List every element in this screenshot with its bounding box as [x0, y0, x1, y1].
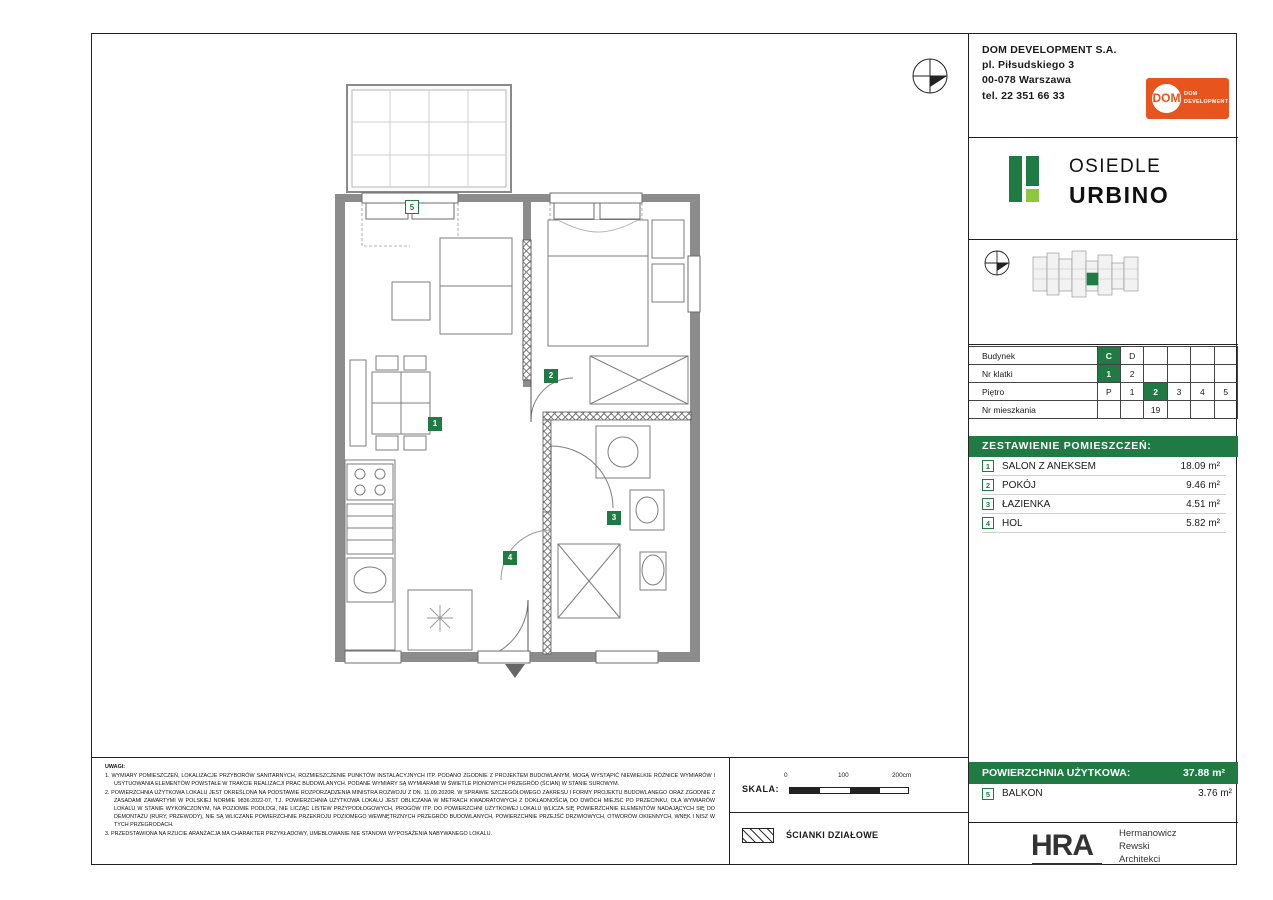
cell-empty	[1167, 401, 1190, 419]
floor-plan-drawing	[300, 60, 720, 700]
scale-tick-100: 100	[838, 772, 849, 779]
cell-empty	[1120, 401, 1143, 419]
room-area: 4.51 m²	[1186, 499, 1220, 510]
architect-logo	[969, 823, 1238, 865]
cell-empty	[1167, 365, 1190, 383]
balcony-number: 5	[982, 788, 994, 800]
estate-name-line2: URBINO	[1069, 181, 1170, 208]
cell-empty	[1167, 347, 1190, 365]
notes-title: UWAGI:	[105, 764, 126, 770]
keyplan-compass-icon	[983, 249, 1011, 277]
divider-3	[969, 344, 1238, 345]
total-area-value: 37.88 m²	[1182, 767, 1225, 779]
row-label: Budynek	[969, 347, 1097, 365]
estate-name	[1069, 154, 1169, 211]
scale-label: SKALA:	[742, 784, 779, 794]
room-area: 9.46 m²	[1186, 480, 1220, 491]
cell-floor-1: 1	[1120, 383, 1143, 401]
note-item-1: 1. WYMIARY POMIESZCZEŃ, LOKALIZACJE PRZYBORÓW SANITARNYCH, ROZMIESZCZENIE PUNKTÓW INSTALACYJNYCH ITP. PODANO ZGODNIE Z PROJEKTEM BUDOWLANYM, MOGĄ WYSTĄPIĆ NIEWIELKIE RÓŻNICE WYMIARÓW I USYTUOWANIA ELEMENTÓW POWSTAŁE W TRAKCIE REALIZACJI PRAC BUDOWLANYCH. PODANE WYMIARY SĄ WYMIARAMI W ŚWIETLE PIONOWYCH PRZEGRÓD (ŚCIAN) W STANIE SUROWYM.	[105, 773, 715, 788]
plan-tag-bathroom: 3	[607, 511, 621, 525]
cell-empty	[1144, 365, 1167, 383]
hra-mark-text: HRA	[1031, 829, 1093, 862]
plan-tag-balcony: 5	[405, 200, 419, 214]
cell-floor-3: 3	[1167, 383, 1190, 401]
plan-tag-bedroom: 2	[544, 369, 558, 383]
rooms-header: ZESTAWIENIE POMIESZCZEŃ:	[969, 436, 1238, 457]
bottom-divider-2	[729, 812, 968, 813]
cell-staircase-2: 2	[1120, 365, 1143, 383]
list-item	[982, 476, 1226, 495]
title-block	[968, 33, 1237, 865]
room-area: 18.09 m²	[1180, 461, 1220, 472]
balcony-row	[969, 784, 1238, 804]
cell-floor-2: 2	[1144, 383, 1167, 401]
cell-empty	[1097, 401, 1120, 419]
company-phone: tel. 22 351 66 33	[982, 89, 1065, 102]
dom-logo-text-2: DEVELOPMENT	[1184, 99, 1229, 106]
legend-block	[742, 826, 962, 850]
balcony-label: BALKON	[1002, 788, 1043, 799]
dom-logo-text-1: DOM	[1184, 91, 1198, 97]
total-area-label: POWIERZCHNIA UŻYTKOWA:	[982, 767, 1131, 779]
scale-tick-200: 200cm	[892, 772, 912, 779]
row-label: Piętro	[969, 383, 1097, 401]
room-name: POKÓJ	[1002, 480, 1036, 491]
company-address-1: pl. Piłsudskiego 3	[982, 59, 1075, 72]
floor-plan	[300, 60, 720, 700]
table-row	[969, 365, 1238, 383]
scale-ticks	[784, 772, 924, 784]
hra-underline	[1032, 863, 1102, 865]
dom-logo-mark: DOM	[1152, 84, 1181, 113]
architect-name	[1119, 828, 1177, 866]
cell-building-c: C	[1097, 347, 1120, 365]
architect-line-2: Rewski	[1119, 840, 1150, 852]
compass-north-icon	[911, 57, 949, 95]
room-area: 5.82 m²	[1186, 518, 1220, 529]
cell-floor-4: 4	[1191, 383, 1214, 401]
cell-floor-p: P	[1097, 383, 1120, 401]
dom-development-logo	[1146, 78, 1229, 119]
list-item	[982, 457, 1226, 476]
divider-2	[969, 239, 1238, 240]
table-row	[969, 401, 1238, 419]
list-item	[982, 495, 1226, 514]
row-label: Nr mieszkania	[969, 401, 1097, 419]
keyplan-building-diagram	[1031, 245, 1141, 307]
architect-line-3: Architekci	[1119, 853, 1161, 865]
rooms-list	[969, 457, 1238, 533]
cell-empty	[1214, 347, 1237, 365]
hra-mark	[1031, 829, 1093, 863]
cell-floor-5: 5	[1214, 383, 1237, 401]
architect-line-1: Hermanowicz	[1119, 828, 1177, 839]
plan-tag-living-room: 1	[428, 417, 442, 431]
bottom-divider	[91, 757, 968, 758]
total-area-bar	[969, 762, 1238, 784]
cell-building-d: D	[1120, 347, 1143, 365]
estate-name-line1: OSIEDLE	[1069, 156, 1162, 177]
room-name: ŁAZIENKA	[1002, 499, 1051, 510]
room-number: 3	[982, 498, 994, 510]
scale-bar	[789, 787, 909, 794]
room-number: 2	[982, 479, 994, 491]
key-plan	[969, 241, 1238, 341]
location-table	[969, 346, 1238, 419]
cell-empty	[1191, 347, 1214, 365]
table-row	[969, 383, 1238, 401]
cell-empty	[1214, 365, 1237, 383]
cell-staircase-1: 1	[1097, 365, 1120, 383]
notes-block	[105, 763, 715, 838]
room-name: SALON Z ANEKSEM	[1002, 461, 1096, 472]
company-address-2: 00-078 Warszawa	[982, 74, 1071, 87]
cell-apartment-number: 19	[1144, 401, 1167, 419]
company-name: DOM DEVELOPMENT S.A.	[982, 44, 1117, 56]
list-item	[982, 514, 1226, 533]
room-number: 1	[982, 460, 994, 472]
row-label: Nr klatki	[969, 365, 1097, 383]
cell-empty	[1191, 365, 1214, 383]
legend-label: ŚCIANKI DZIAŁOWE	[786, 830, 879, 840]
note-item-2: 2. POWIERZCHNIA UŻYTKOWA LOKALU JEST OKREŚLONA NA PODSTAWIE ROZPORZĄDZENIA MINISTRA ROZWOJU Z DN. 11.09.2020R. W SPRAWIE SZCZEGÓŁOWEGO ZAKRESU I FORMY PROJEKTU BUDOWLANEGO ORAZ ZGODNIE Z ZASADAMI ZAWARTYMI W POLSKIEJ NORMIE 9836:2022-07, T.J. POWIERZCHNIA UŻYTKOWA LOKALU JEST OBLICZANA W METRACH KWADRATOWYCH Z DOKŁADNOŚCIĄ DO DWÓCH MIEJSC PO PRZECINKU, DLA WYMIARÓW LOKALU W STANIE WYKOŃCZONYM, NA POZIOMIE PODŁOGI, NIE LICZĄC LISTEW PRZYPODŁOGOWYCH, PROGÓW ITP. DO POWIERZCHNI UŻYTKOWEJ LOKALU WLICZA SIĘ POWIERZCHNIE ELEMENTÓW NADAJĄCYCH SIĘ DO DEMONTAŻU (RURY, PRZEWODY), NIE SĄ WLICZANE POWIERZCHNIE PRZEKROJU POZIOMEGO WEWNĘTRZNYCH PRZEGRÓD BUDOWLANYCH, POWIERZCHNIE PRZEJŚĆ DRZWIOWYCH, OTWORÓW OKIENNYCH, WNĘK I NISZ W TYCH PRZEGRODACH.	[105, 789, 715, 829]
cell-empty	[1214, 401, 1237, 419]
urbino-mark-icon	[1009, 156, 1053, 202]
plan-tag-hall: 4	[503, 551, 517, 565]
bottom-vertical-divider	[729, 757, 730, 865]
note-item-3: 3. PRZEDSTAWIONA NA RZUCIE ARANŻACJA MA CHARAKTER PRZYKŁADOWY, UMEBLOWANIE NIE STANOWI WYPOSAŻENIA NABYWANEGO LOKALU.	[105, 830, 492, 837]
scale-tick-0: 0	[784, 772, 788, 779]
estate-logo	[969, 138, 1238, 223]
table-row	[969, 347, 1238, 365]
balcony-area: 3.76 m²	[1198, 788, 1232, 799]
partition-wall-swatch	[742, 828, 774, 843]
cell-empty	[1191, 401, 1214, 419]
room-number: 4	[982, 517, 994, 529]
room-name: HOL	[1002, 518, 1023, 529]
cell-empty	[1144, 347, 1167, 365]
